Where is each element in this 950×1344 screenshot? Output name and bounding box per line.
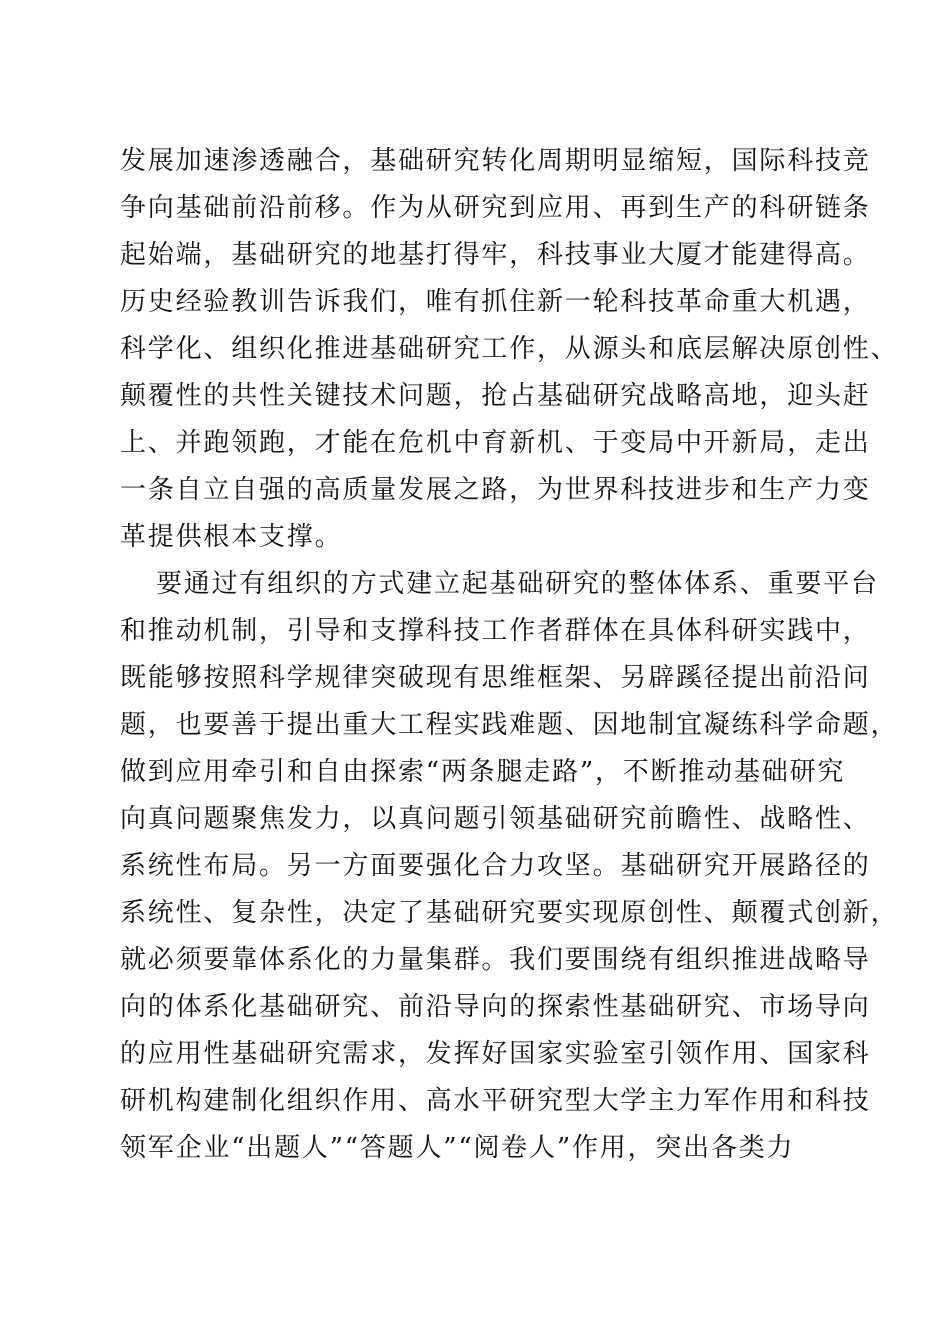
text-line: 做到应用牵引和自由探索“两条腿走路”，不断推动基础研究 <box>120 757 846 787</box>
text-line: 题，也要善于提出重大工程实践难题、因地制宜凝练科学命题， <box>120 710 899 740</box>
text-line: 革提供根本支撑。 <box>120 522 343 552</box>
text-line: 要通过有组织的方式建立起基础研究的整体体系、重要平台 <box>156 569 879 599</box>
text-line: 向的体系化基础研究、前沿导向的探索性基础研究、市场导向 <box>120 992 871 1022</box>
text-line: 向真问题聚焦发力，以真问题引领基础研究前瞻性、战略性、 <box>120 804 871 834</box>
text-line: 研机构建制化组织作用、高水平研究型大学主力军作用和科技 <box>120 1086 871 1116</box>
text-line: 一条自立自强的高质量发展之路，为世界科技进步和生产力变 <box>120 475 871 505</box>
text-line: 系统性、复杂性，决定了基础研究要实现原创性、颠覆式创新， <box>120 898 899 928</box>
text-line: 领军企业“出题人”“答题人”“阅卷人”作用，突出各类力 <box>120 1133 795 1163</box>
text-line: 既能够按照科学规律突破现有思维框架、另辟蹊径提出前沿问 <box>120 663 871 693</box>
text-line: 就必须要靠体系化的力量集群。我们要围绕有组织推进战略导 <box>120 945 871 975</box>
text-line: 起始端，基础研究的地基打得牢，科技事业大厦才能建得高。 <box>120 240 871 270</box>
text-line: 上、并跑领跑，才能在危机中育新机、于变局中开新局，走出 <box>120 428 871 458</box>
text-line: 系统性布局。另一方面要强化合力攻坚。基础研究开展路径的 <box>120 851 871 881</box>
text-line: 争向基础前沿前移。作为从研究到应用、再到生产的科研链条 <box>120 193 871 223</box>
text-line: 颠覆性的共性关键技术问题，抢占基础研究战略高地，迎头赶 <box>120 381 871 411</box>
text-line: 和推动机制，引导和支撑科技工作者群体在具体科研实践中， <box>120 616 871 646</box>
text-line: 发展加速渗透融合，基础研究转化周期明显缩短，国际科技竞 <box>120 146 871 176</box>
text-line: 的应用性基础研究需求，发挥好国家实验室引领作用、国家科 <box>120 1039 871 1069</box>
text-line: 科学化、组织化推进基础研究工作，从源头和底层解决原创性、 <box>120 334 899 364</box>
text-line: 历史经验教训告诉我们，唯有抓住新一轮科技革命重大机遇， <box>120 287 871 317</box>
